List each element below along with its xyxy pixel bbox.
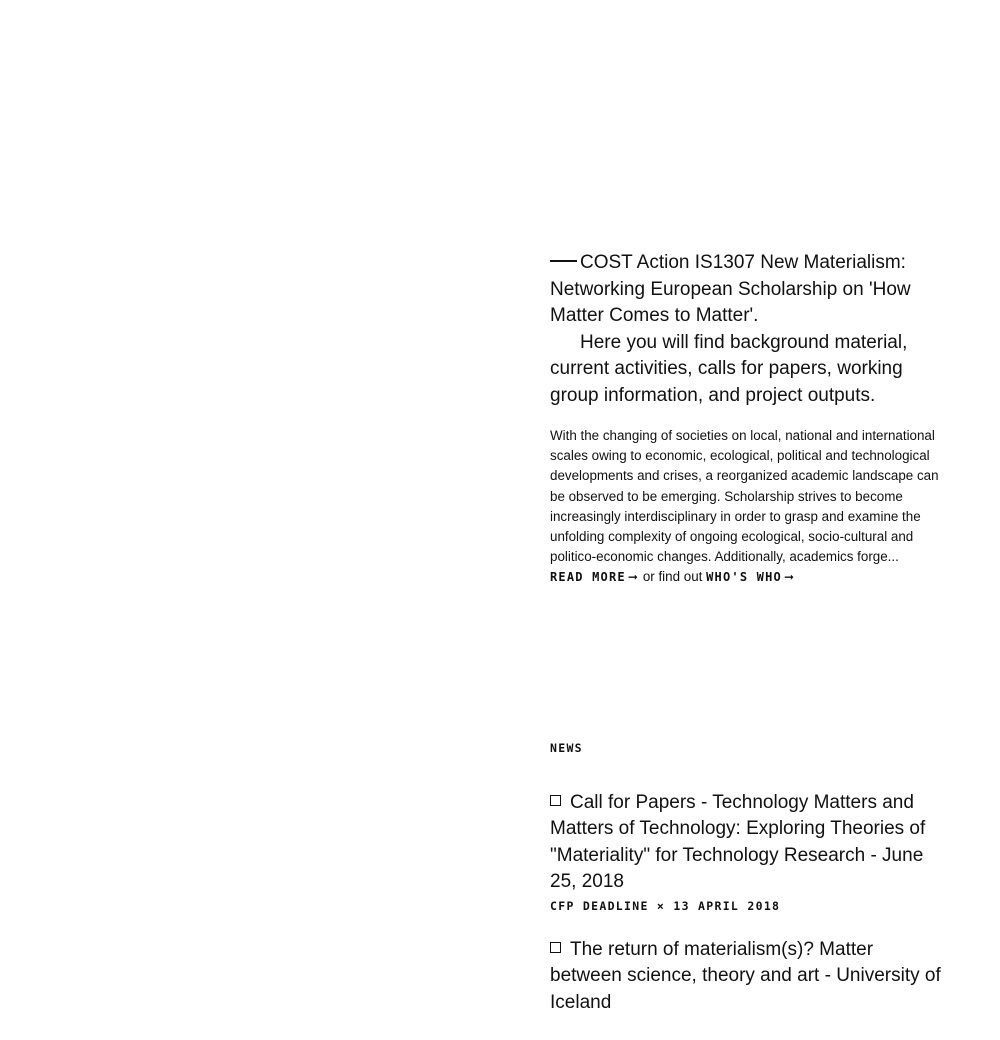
news-list <box>550 790 950 1040</box>
intro-paragraph <box>550 250 952 409</box>
news-item-meta: CFP DEADLINE × 13 APRIL 2018 <box>550 899 781 914</box>
news-item-title-link[interactable] <box>550 937 950 1016</box>
whos-who-label[interactable]: WHO'S WHO <box>706 570 782 585</box>
intro-second-sentence: Here you will find background material, current activities, calls for papers, working group information, and project outputs. <box>550 331 908 406</box>
news-item <box>550 790 950 913</box>
about-paragraph <box>550 426 952 588</box>
arrow-right-icon[interactable]: ➞ <box>783 570 796 585</box>
news-item-title-link[interactable] <box>550 790 950 895</box>
read-more-link[interactable] <box>550 570 639 584</box>
news-heading: NEWS <box>550 741 583 755</box>
arrow-right-icon[interactable]: ➞ <box>627 570 640 585</box>
intro-dash-rule <box>550 260 577 262</box>
square-bullet-icon <box>550 795 561 806</box>
news-item-title[interactable]: The return of materialism(s)? Matter between science, theory and art - University of Iceland <box>550 939 941 1013</box>
whos-who-link[interactable] <box>706 570 795 584</box>
news-item <box>550 937 950 1016</box>
about-text: With the changing of societies on local, national and international scales owing to economic, ecological, political and technological developments and crises, a reorganized academic landscape can be observed to be emerging. Scholarship strives to become increasingly interdisciplinary in order to grasp and examine the unfolding complexity of ongoing ecological, socio-cultural and politico-economic changes. Additionally, academics forge... <box>550 428 939 565</box>
intro-section <box>550 250 952 588</box>
square-bullet-icon <box>550 942 561 953</box>
intro-first-sentence: COST Action IS1307 New Materialism: Networking European Scholarship on 'How Matter Comes to Matter'. <box>550 252 911 326</box>
or-find-out-text: or find out <box>642 569 703 585</box>
read-more-label[interactable]: READ MORE <box>550 570 626 585</box>
news-item-title[interactable]: Call for Papers - Technology Matters and Matters of Technology: Exploring Theories of "Materiality" for Technology Research - June 25, 2018 <box>550 792 926 892</box>
